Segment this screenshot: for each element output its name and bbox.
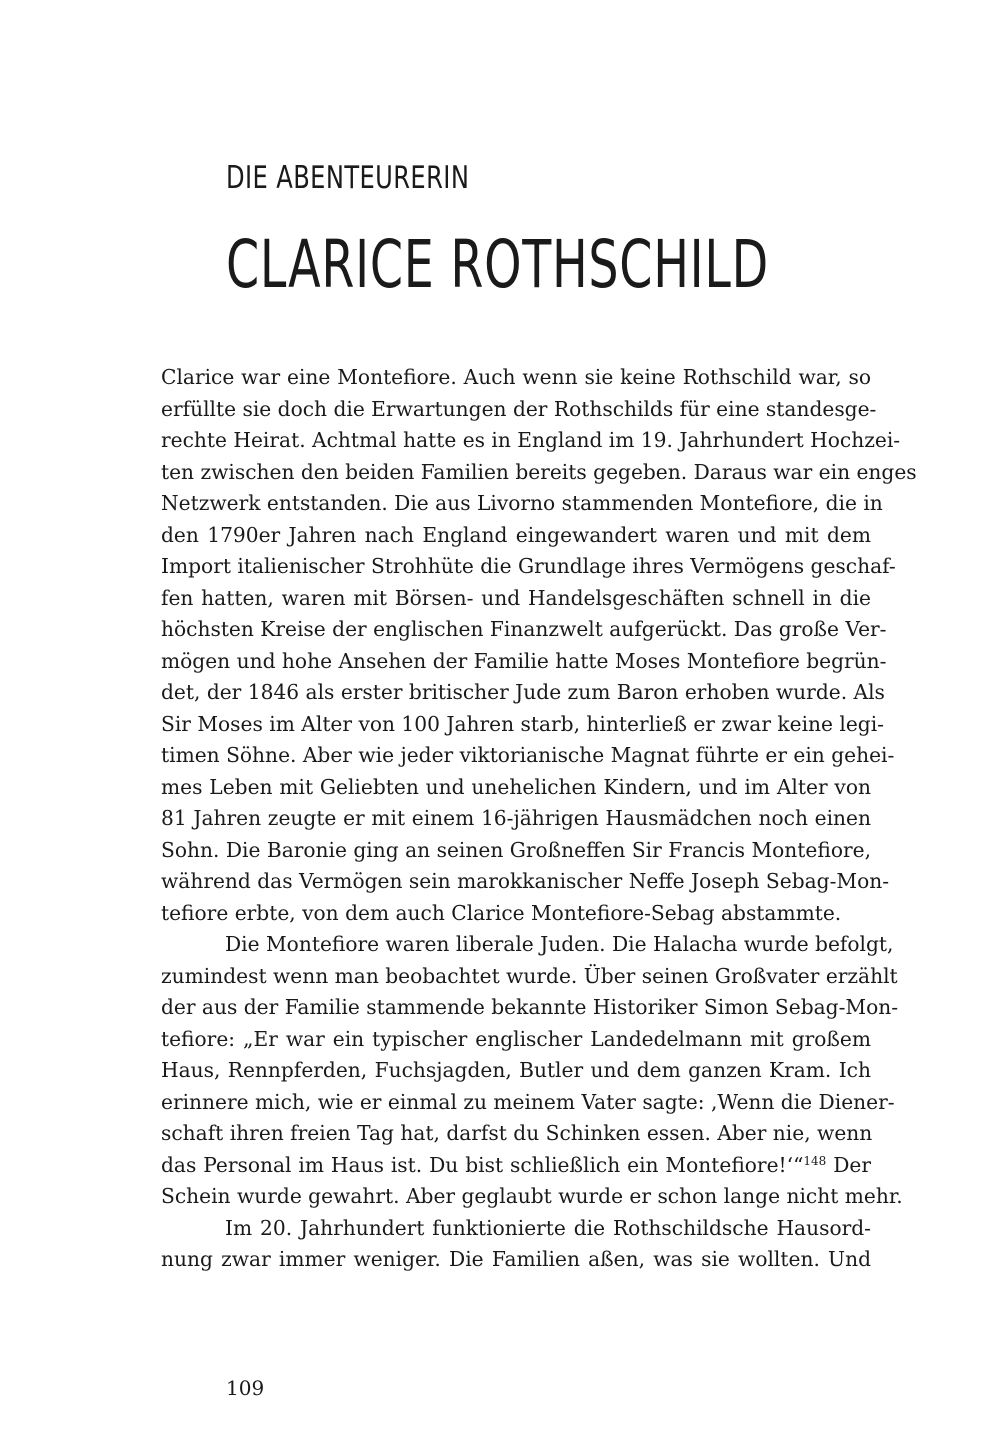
text-line: zumindest wenn man beobachtet wurde. Über seinen Großvater erzählt	[161, 963, 898, 988]
chapter-title: CLARICE ROTHSCHILD	[226, 226, 769, 303]
text-line: nung zwar immer weniger. Die Familien aßen, was sie wollten. Und	[161, 1247, 871, 1271]
chapter-kicker: DIE ABENTEURERIN	[226, 160, 470, 196]
text-line: Netzwerk entstanden. Die aus Livorno stammenden Montefiore, die in	[161, 491, 883, 515]
text-line: tefiore erbte, von dem auch Clarice Montefiore-Sebag abstammte.	[161, 900, 842, 925]
body-text	[161, 362, 917, 1276]
paragraph-1	[161, 362, 917, 929]
text-line: Sir Moses im Alter von 100 Jahren starb, hinterließ er zwar keine legi-	[161, 711, 884, 736]
text-line: 81 Jahren zeugte er mit einem 16-jährigen Hausmädchen noch einen	[161, 806, 871, 830]
text-line: timen Söhne. Aber wie jeder viktorianische Magnat führte er ein gehei-	[161, 743, 895, 767]
text-line: det, der 1846 als erster britischer Jude zum Baron erhoben wurde. Als	[161, 680, 885, 704]
text-line: Import italienischer Strohhüte die Grundlage ihres Vermögens geschaf-	[161, 554, 896, 578]
text-line: ten zwischen den beiden Familien bereits gegeben. Daraus war ein enges	[161, 459, 917, 484]
text-line: Haus, Rennpferden, Fuchsjagden, Butler und dem ganzen Kram. Ich	[161, 1058, 871, 1082]
text-line: der aus der Familie stammende bekannte Historiker Simon Sebag-Mon-	[161, 995, 899, 1019]
text-line: erfüllte sie doch die Erwartungen der Rothschilds für eine standesge-	[161, 396, 877, 421]
text-line: Schein wurde gewahrt. Aber geglaubt wurde er schon lange nicht mehr.	[161, 1184, 903, 1208]
text-line: Die Montefiore waren liberale Juden. Die Halacha wurde befolgt,	[225, 932, 894, 956]
text-line: rechte Heirat. Achtmal hatte es in England im 19. Jahrhundert Hochzei-	[161, 428, 901, 452]
text-line: Sohn. Die Baronie ging an seinen Großneffen Sir Francis Montefiore,	[161, 837, 871, 862]
text-line: mögen und hohe Ansehen der Familie hatte Moses Montefiore begrün-	[161, 648, 887, 673]
page-number: 109	[226, 1376, 265, 1400]
text-line: während das Vermögen sein marokkanischer Neffe Joseph Sebag-Mon-	[161, 869, 890, 893]
text-line: tefiore: „Er war ein typischer englischer Landedelmann mit großem	[161, 1026, 871, 1051]
text-line-with-footnote	[161, 1150, 871, 1182]
footnote-reference: 148	[803, 1153, 827, 1168]
text-line: fen hatten, waren mit Börsen- und Handelsgeschäften schnell in die	[161, 585, 871, 610]
text-line-segment: Der	[826, 1152, 871, 1177]
text-line-segment: das Personal im Haus ist. Du bist schließlich ein Montefiore!‘“	[161, 1152, 804, 1177]
text-line: Im 20. Jahrhundert funktionierte die Rothschildsche Hausord-	[225, 1215, 871, 1240]
text-line: höchsten Kreise der englischen Finanzwelt aufgerückt. Das große Ver-	[161, 617, 887, 641]
text-line: erinnere mich, wie er einmal zu meinem Vater sagte: ‚Wenn die Diener-	[161, 1089, 895, 1114]
text-line: Clarice war eine Montefiore. Auch wenn sie keine Rothschild war, so	[161, 365, 871, 389]
text-line: schaft ihren freien Tag hat, darfst du Schinken essen. Aber nie, wenn	[161, 1121, 873, 1145]
paragraph-2	[161, 929, 903, 1213]
text-line: mes Leben mit Geliebten und unehelichen Kindern, und im Alter von	[161, 774, 871, 799]
text-line: den 1790er Jahren nach England eingewandert waren und mit dem	[161, 522, 871, 547]
paragraph-3	[161, 1213, 871, 1276]
